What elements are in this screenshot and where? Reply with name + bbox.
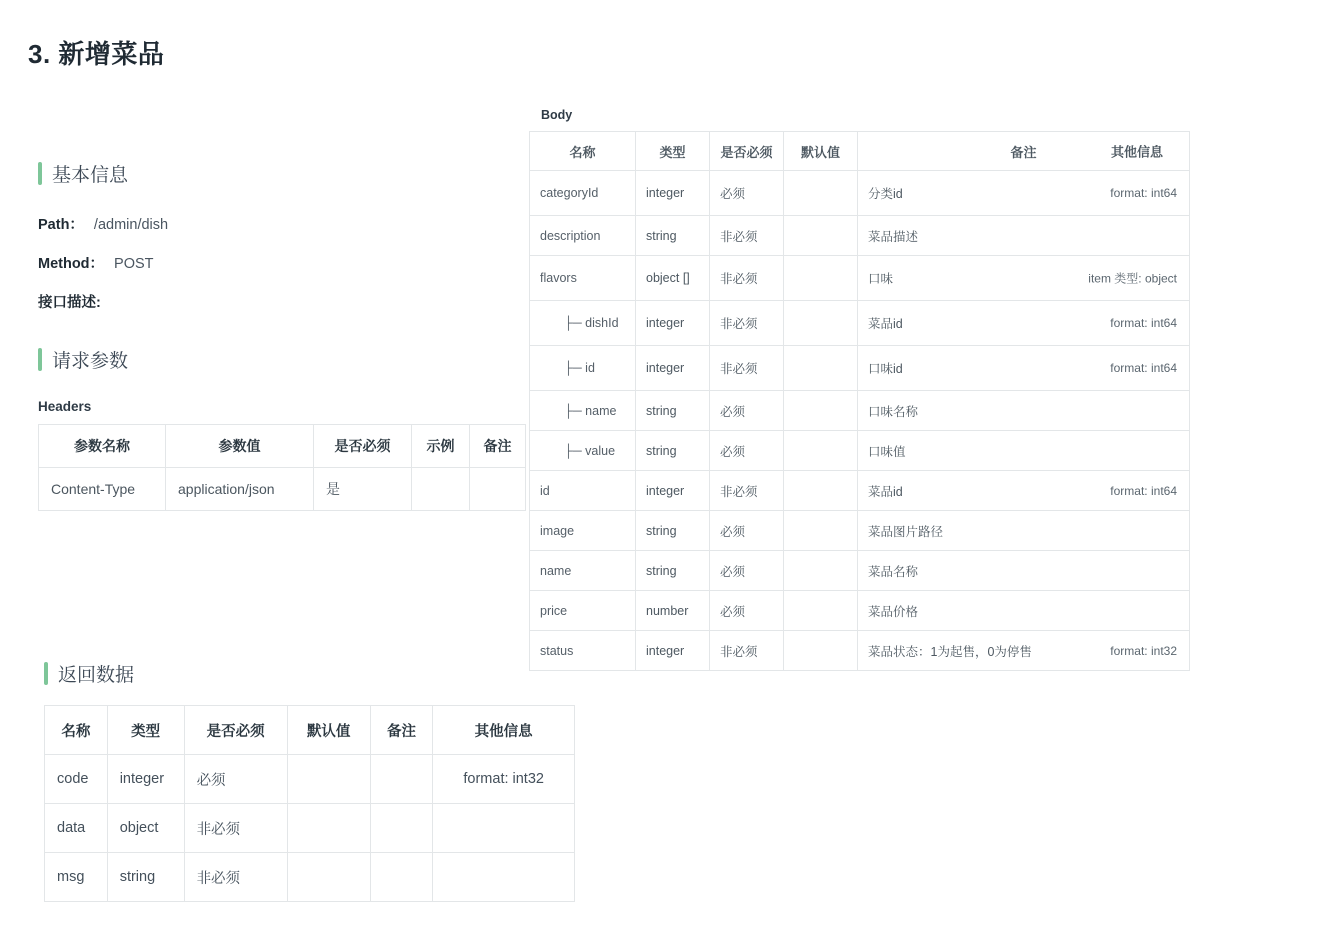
- cell-extra: format: int32: [433, 755, 575, 804]
- cell-required: 必须: [710, 591, 784, 631]
- cell-remark: [370, 804, 433, 853]
- remark-text: 菜品价格: [868, 604, 919, 619]
- remark-text: 口味值: [868, 444, 906, 459]
- cell-required: 非必须: [710, 346, 784, 391]
- cell-name: name: [530, 551, 636, 591]
- header-cell: 是否必须: [710, 132, 784, 171]
- cell-name: ├─ name: [530, 391, 636, 431]
- cell-name: image: [530, 511, 636, 551]
- cell-default: [784, 431, 858, 471]
- cell-required: 非必须: [710, 256, 784, 301]
- cell-required: 必须: [710, 511, 784, 551]
- cell-name: categoryId: [530, 171, 636, 216]
- cell-name: code: [45, 755, 108, 804]
- table-row: [530, 256, 1190, 301]
- extra-text: format: int32: [1110, 643, 1177, 658]
- cell-required: 必须: [710, 431, 784, 471]
- table-row: [530, 301, 1190, 346]
- cell-default: [784, 391, 858, 431]
- headers-table: [38, 424, 526, 511]
- remark-text: 分类id: [868, 187, 903, 201]
- cell-name: data: [45, 804, 108, 853]
- cell-default: [784, 471, 858, 511]
- table-header-row: [530, 132, 1190, 171]
- cell-default: [784, 171, 858, 216]
- cell-remark: [370, 853, 433, 902]
- table-row: [530, 171, 1190, 216]
- description-row: [38, 291, 558, 312]
- cell-remark: [858, 301, 1190, 346]
- table-row: [530, 471, 1190, 511]
- table-row: [45, 853, 575, 902]
- cell-required: 非必须: [710, 216, 784, 256]
- cell-type: string: [636, 431, 710, 471]
- remark-text: 口味id: [868, 362, 903, 376]
- path-row: [38, 213, 558, 234]
- header-cell: 其他信息: [433, 706, 575, 755]
- cell-remark: [858, 471, 1190, 511]
- cell-type: integer: [107, 755, 184, 804]
- cell-remark: [858, 511, 1190, 551]
- path-value: /admin/dish: [93, 217, 169, 233]
- cell-remark: [858, 391, 1190, 431]
- cell-type: integer: [636, 346, 710, 391]
- cell-example: [412, 468, 470, 511]
- cell-remark: [858, 171, 1190, 216]
- cell-type: integer: [636, 631, 710, 671]
- remark-text: 口味名称: [868, 404, 919, 419]
- cell-remark: [370, 755, 433, 804]
- table-row: [530, 551, 1190, 591]
- cell-default: [784, 631, 858, 671]
- header-cell: 类型: [107, 706, 184, 755]
- cell-remark: [858, 431, 1190, 471]
- cell-required: 非必须: [710, 471, 784, 511]
- cell-extra: [433, 804, 575, 853]
- cell-name: ├─ dishId: [530, 301, 636, 346]
- extra-text: format: int64: [1110, 361, 1177, 375]
- header-cell: 备注: [470, 425, 526, 468]
- cell-param-name: Content-Type: [39, 468, 166, 511]
- extra-text: format: int64: [1110, 483, 1177, 498]
- cell-extra: [433, 853, 575, 902]
- cell-remark: [470, 468, 526, 511]
- cell-remark: [858, 591, 1190, 631]
- cell-default: [784, 551, 858, 591]
- cell-type: string: [636, 511, 710, 551]
- cell-required: 非必须: [184, 804, 287, 853]
- cell-default: [287, 853, 370, 902]
- cell-type: integer: [636, 171, 710, 216]
- header-cell: 参数名称: [39, 425, 166, 468]
- extra-text: item 类型: object: [1088, 271, 1177, 286]
- remark-text: 菜品id: [868, 484, 903, 499]
- cell-required: 必须: [184, 755, 287, 804]
- cell-default: [784, 216, 858, 256]
- cell-type: object []: [636, 256, 710, 301]
- cell-type: string: [636, 551, 710, 591]
- body-label: Body: [541, 108, 573, 122]
- cell-type: string: [107, 853, 184, 902]
- body-table-body: [530, 171, 1190, 671]
- header-cell: 示例: [412, 425, 470, 468]
- cell-required: 必须: [710, 551, 784, 591]
- cell-default: [784, 346, 858, 391]
- remark-text: 菜品id: [868, 317, 903, 331]
- cell-name: description: [530, 216, 636, 256]
- cell-name: status: [530, 631, 636, 671]
- cell-remark: [858, 216, 1190, 256]
- remark-text: 口味: [868, 272, 894, 286]
- header-cell: 类型: [636, 132, 710, 171]
- extra-text: format: int64: [1110, 186, 1177, 200]
- cell-required: 是: [314, 468, 412, 511]
- cell-type: object: [107, 804, 184, 853]
- header-cell-remark: [858, 132, 1190, 171]
- cell-required: 必须: [710, 391, 784, 431]
- response-section: [44, 660, 604, 902]
- remark-text: 菜品状态：1为起售，0为停售: [868, 644, 1032, 659]
- page-title: 3. 新增菜品: [28, 39, 165, 69]
- header-remark-text: 备注: [1010, 144, 1037, 160]
- header-cell: 默认值: [784, 132, 858, 171]
- cell-type: number: [636, 591, 710, 631]
- header-cell: 是否必须: [314, 425, 412, 468]
- remark-text: 菜品名称: [868, 564, 919, 579]
- cell-default: [784, 591, 858, 631]
- cell-default: [784, 256, 858, 301]
- table-row: [530, 391, 1190, 431]
- cell-remark: [858, 256, 1190, 301]
- header-cell: 名称: [45, 706, 108, 755]
- body-params-table: [529, 131, 1190, 671]
- cell-required: 非必须: [184, 853, 287, 902]
- table-row: [530, 431, 1190, 471]
- header-cell: 名称: [530, 132, 636, 171]
- basic-info-heading: 基本信息: [38, 160, 558, 187]
- cell-required: 非必须: [710, 301, 784, 346]
- cell-name: flavors: [530, 256, 636, 301]
- cell-name: price: [530, 591, 636, 631]
- headers-label: Headers: [38, 399, 92, 414]
- header-cell: 是否必须: [184, 706, 287, 755]
- cell-name: id: [530, 471, 636, 511]
- remark-text: 菜品描述: [868, 229, 919, 244]
- cell-name: ├─ id: [530, 346, 636, 391]
- description-label: 接口描述:: [38, 295, 101, 311]
- cell-remark: [858, 631, 1190, 671]
- cell-required: 必须: [710, 171, 784, 216]
- table-row: [45, 804, 575, 853]
- header-extra-text: 其他信息: [1110, 144, 1163, 160]
- header-cell: 默认值: [287, 706, 370, 755]
- remark-text: 菜品图片路径: [868, 524, 944, 539]
- table-row: [45, 755, 575, 804]
- request-params-heading: 请求参数: [38, 346, 558, 373]
- cell-default: [287, 755, 370, 804]
- method-label: Method：: [38, 256, 105, 272]
- cell-type: string: [636, 391, 710, 431]
- extra-text: format: int64: [1110, 316, 1177, 330]
- cell-type: string: [636, 216, 710, 256]
- header-cell: 参数值: [166, 425, 314, 468]
- cell-remark: [858, 346, 1190, 391]
- method-value: POST: [114, 256, 154, 272]
- left-column: [38, 160, 558, 511]
- table-row: [530, 511, 1190, 551]
- response-heading: 返回数据: [44, 660, 604, 687]
- cell-remark: [858, 551, 1190, 591]
- cell-default: [784, 301, 858, 346]
- cell-name: ├─ value: [530, 431, 636, 471]
- body-table-clip: [529, 108, 1209, 659]
- cell-param-value: application/json: [166, 468, 314, 511]
- cell-name: msg: [45, 853, 108, 902]
- table-header-row: [45, 706, 575, 755]
- table-row: [530, 591, 1190, 631]
- method-row: [38, 252, 558, 273]
- table-header-row: [39, 425, 526, 468]
- header-cell: 备注: [370, 706, 433, 755]
- table-row: [530, 346, 1190, 391]
- path-label: Path：: [38, 217, 84, 233]
- table-row: [39, 468, 526, 511]
- cell-default: [287, 804, 370, 853]
- cell-default: [784, 511, 858, 551]
- cell-required: 非必须: [710, 631, 784, 671]
- table-row: [530, 216, 1190, 256]
- cell-type: integer: [636, 471, 710, 511]
- response-table: [44, 705, 575, 902]
- table-row: [530, 631, 1190, 671]
- cell-type: integer: [636, 301, 710, 346]
